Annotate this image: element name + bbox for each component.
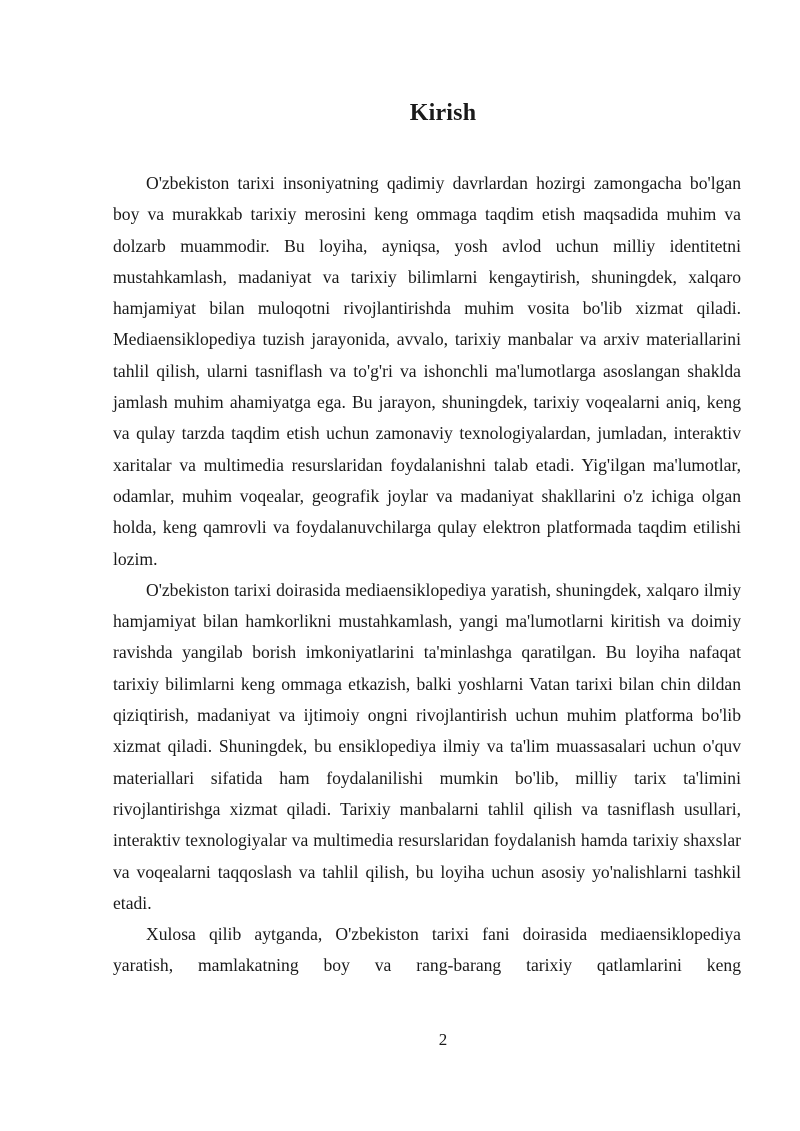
paragraph-2: O'zbekiston tarixi doirasida mediaensiklopediya yaratish, shuningdek, xalqaro ilmiy hamjamiyat bilan hamkorlikni mustahkamlash, yangi ma'lumotlarni kiritish va doimiy ravishda yangilab borish imkoniyatlarini ta'minlashga qaratilgan. Bu loyiha nafaqat tarixiy bilimlarni keng ommaga etkazish, balki yoshlarni Vatan tarixi bilan chin dildan qiziqtirish, madaniyat va ijtimoiy ongni rivojlantirish uchun muhim platforma bo'lib xizmat qiladi. Shuningdek, bu ensiklopediya ilmiy va ta'lim muassasalari uchun o'quv materiallari sifatida ham foydalanilishi mumkin bo'lib, milliy tarix ta'limini rivojlantirishga xizmat qiladi. Tarixiy manbalarni tahlil qilish va tasniflash usullari, interaktiv texnologiyalar va multimedia resurslaridan foydalanish hamda tarixiy shaxslar va voqealarni taqqoslash va tahlil qilish, bu loyiha uchun asosiy yo'nalishlarni tashkil etadi. <box>113 579 741 913</box>
page-number: 2 <box>438 1030 448 1049</box>
paragraph-1: O'zbekiston tarixi insoniyatning qadimiy davrlardan hozirgi zamongacha bo'lgan boy va murakkab tarixiy merosini keng ommaga taqdim etish maqsadida muhim va dolzarb muammodir. Bu loyiha, ayniqsa, yosh avlod uchun milliy identitetni mustahkamlash, madaniyat va tarixiy bilimlarni kengaytirish, shuningdek, xalqaro hamjamiyat bilan muloqotni rivojlantirishda muhim vosita bo'lib xizmat qiladi. Mediaensiklopediya tuzish jarayonida, avvalo, tarixiy manbalar va arxiv materiallarini tahlil qilish, ularni tasniflash va to'g'ri va ishonchli ma'lumotlarga asoslangan shaklda jamlash muhim ahamiyatga ega. Bu jarayon, shuningdek, tarixiy voqealarni aniq, keng va qulay tarzda taqdim etish uchun zamonaviy texnologiyalardan, jumladan, interaktiv xaritalar va multimedia resurslaridan foydalanishni talab etadi. Yig'ilgan ma'lumotlar, odamlar, muhim voqealar, geografik joylar va madaniyat shakllarini o'z ichiga olgan holda, keng qamrovli va foydalanuvchilarga qulay elektron platformada taqdim etilishi lozim. <box>113 173 741 569</box>
paragraph-3: Xulosa qilib aytganda, O'zbekiston tarixi fani doirasida mediaensiklopediya yaratish, mamlakatning boy va rang-barang tarixiy qatlamlarini keng <box>113 924 741 976</box>
document-body <box>113 168 741 982</box>
page-title: Kirish <box>409 100 477 126</box>
